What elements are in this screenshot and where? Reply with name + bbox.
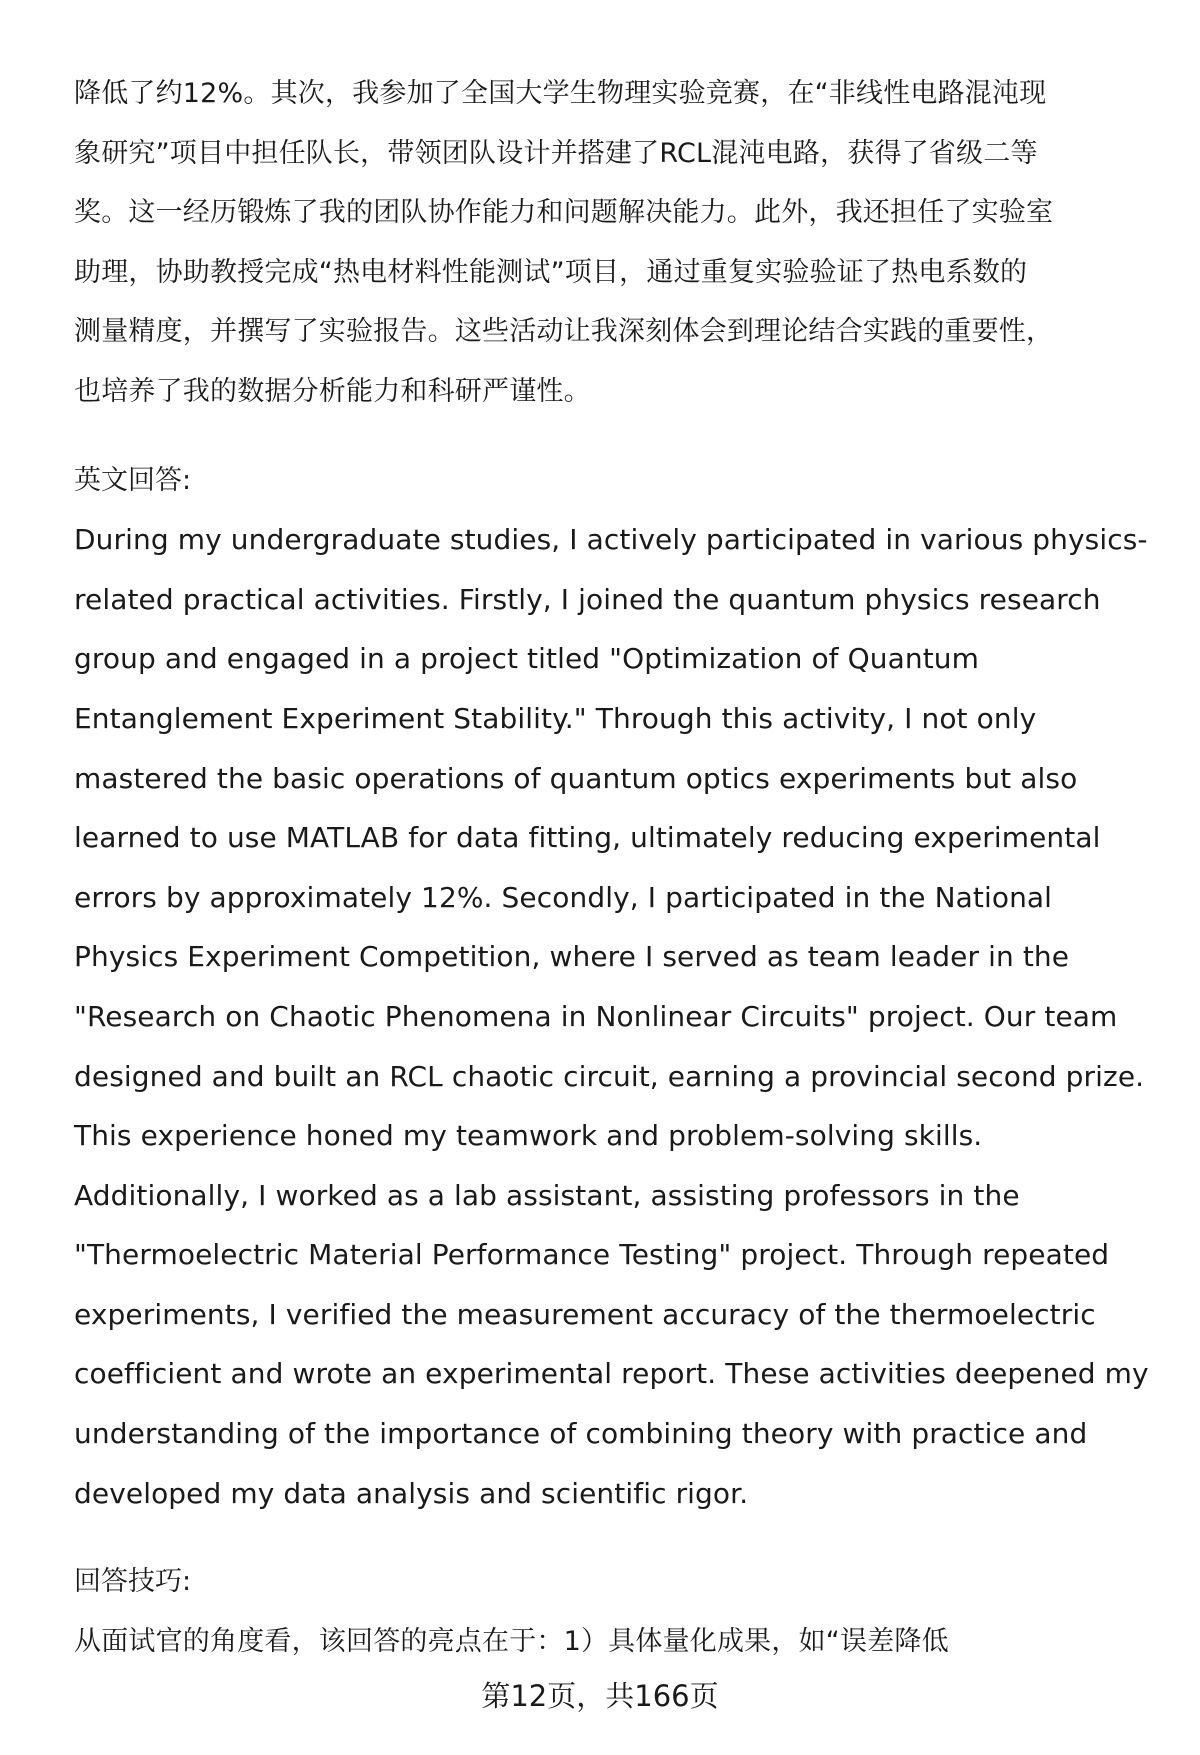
page-number-footer: 第12页，共166页	[481, 1679, 719, 1713]
text-line: understanding of the importance of combining theory with practice and	[74, 1417, 1088, 1451]
text-line: This experience honed my teamwork and problem-solving skills.	[74, 1119, 983, 1153]
text-line: Additionally, I worked as a lab assistant, assisting professors in the	[74, 1178, 1020, 1212]
text-line: mastered the basic operations of quantum optics experiments but also	[74, 761, 1078, 795]
text-line: coefficient and wrote an experimental report. These activities deepened my	[74, 1357, 1149, 1391]
tips-paragraph	[74, 1612, 1154, 1672]
text-line: 助理，协助教授完成“热电材料性能测试”项目，通过重复实验验证了热电系数的	[74, 256, 1028, 288]
text-line: 也培养了我的数据分析能力和科研严谨性。	[74, 375, 591, 407]
text-line: experiments, I verified the measurement accuracy of the thermoelectric	[74, 1297, 1096, 1331]
text-line: designed and built an RCL chaotic circuit, earning a provincial second prize.	[74, 1059, 1145, 1093]
text-line: 奖。这一经历锻炼了我的团队协作能力和问题解决能力。此外，我还担任了实验室	[74, 197, 1054, 229]
document-page	[74, 64, 1154, 1671]
text-line: "Thermoelectric Material Performance Testing" project. Through repeated	[74, 1238, 1110, 1272]
text-line: 降低了约12%。其次，我参加了全国大学生物理实验竞赛，在“非线性电路混沌现	[74, 78, 1047, 109]
english-answer-heading: 英文回答:	[74, 464, 192, 496]
text-line: 测量精度，并撰写了实验报告。这些活动让我深刻体会到理论结合实践的重要性，	[74, 316, 1054, 348]
english-answer-paragraph	[74, 510, 1154, 1523]
text-line: "Research on Chaotic Phenomena in Nonlinear Circuits" project. Our team	[74, 999, 1118, 1033]
chinese-answer-paragraph	[74, 64, 1154, 422]
text-line: During my undergraduate studies, I actively participated in various physics-	[74, 523, 1148, 557]
text-line: learned to use MATLAB for data fitting, ultimately reducing experimental	[74, 821, 1101, 855]
paragraph-spacer	[74, 422, 1154, 451]
text-line: related practical activities. Firstly, I joined the quantum physics research	[74, 582, 1101, 616]
text-line: Entanglement Experiment Stability." Through this activity, I not only	[74, 701, 1037, 735]
text-line: 象研究”项目中担任队长，带领团队设计并搭建了RCL混沌电路，获得了省级二等	[74, 137, 1038, 169]
text-line: Physics Experiment Competition, where I served as team leader in the	[74, 940, 1070, 974]
text-line: 从面试官的角度看，该回答的亮点在于：1）具体量化成果，如“误差降低	[74, 1625, 949, 1657]
text-line: developed my data analysis and scientific rigor.	[74, 1476, 749, 1510]
paragraph-spacer	[74, 1523, 1154, 1552]
tips-heading: 回答技巧:	[74, 1566, 192, 1598]
text-line: errors by approximately 12%. Secondly, I participated in the National	[74, 880, 1053, 914]
text-line: group and engaged in a project titled "Optimization of Quantum	[74, 642, 980, 676]
